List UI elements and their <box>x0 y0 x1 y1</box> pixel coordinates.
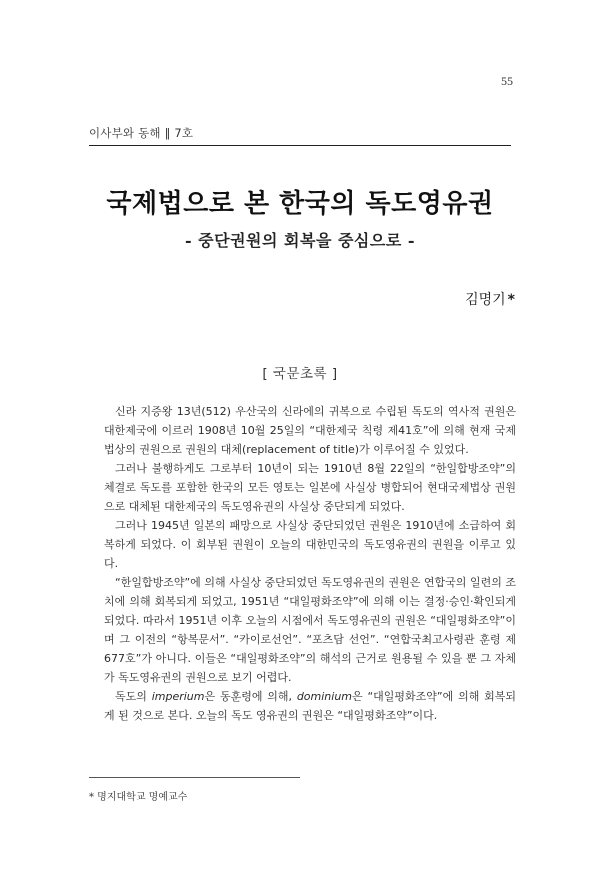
abstract-paragraph: 신라 지증왕 13년(512) 우산국의 신라에의 귀복으로 수립된 독도의 역사적 권원은 대한제국에 이르러 1908년 10월 25일의 “대한제국 칙령 제41호”에 의해 현재 국제법상의 권원으로 권원의 대체(replacement of title)가 이루어질 수 있었다. <box>104 405 516 456</box>
term-dominium: dominium <box>296 690 353 703</box>
abstract-paragraph: 그러나 불행하게도 그로부터 10년이 되는 1910년 8월 22일의 “한일합방조약”의 체결로 독도를 포함한 한국의 모든 영토는 일본에 사실상 병합되어 현대국제법상 권원으로 대체된 대한제국의 독도영유권의 사실상 중단되게 되었다. <box>104 462 516 513</box>
abstract-paragraph-last <box>104 687 516 725</box>
footnote-rule <box>89 777 300 778</box>
last-paragraph-suffix: 은 “대일평화조약”에 의해 회복되게 된 것으로 본다. 오늘의 독도 영유권의 권원은 “대일평화조약”이다. <box>104 690 517 722</box>
author-line <box>465 289 515 309</box>
abstract-paragraph: “한일합방조약”에 의해 사실상 중단되었던 독도영유권의 권원은 연합국의 일련의 조치에 의해 회복되게 되었고, 1951년 “대일평화조약”에 의해 이는 결정·승인·확인되게 되었다. 따라서 1951년 이후 오늘의 시점에서 독도영유권의 권원은 “대일평화조약”이며 그 이전의 “항복문서”. “카이로선언”. “포츠담 선언”. “연합국최고사령관 훈령 제677호”가 아니다. 이들은 “대일평화조약”의 해석의 근거로 원용될 수 있을 뿐 그 자체가 독도영유권의 권원으로 보기 어렵다. <box>104 576 516 684</box>
abstract-body <box>104 402 516 725</box>
article-subtitle: - 중단권원의 회복을 중심으로 - <box>184 231 416 250</box>
term-imperium: imperium <box>151 690 205 703</box>
author-footnote-mark: * <box>507 292 515 308</box>
header-rule <box>89 145 511 146</box>
last-paragraph-prefix: 독도의 <box>115 690 152 703</box>
abstract-heading: [ 국문초록 ] <box>262 366 338 382</box>
abstract-paragraph: 그러나 1945년 일본의 패망으로 사실상 중단되었던 권원은 1910년에 소급하여 회복하게 되었다. 이 회부된 권원이 오늘의 대한민국의 독도영유권의 권원을 이루고 있다. <box>104 519 516 570</box>
last-paragraph-middle: 은 동훈령에 의해, <box>204 690 297 703</box>
article-title: 국제법으로 본 한국의 독도영유권 <box>106 189 494 219</box>
footnote: * 명지대학교 명예교수 <box>89 792 188 803</box>
running-head: 이사부와 동해 ‖ 7호 <box>89 126 194 140</box>
author-name: 김명기 <box>465 292 506 308</box>
page-number: 55 <box>501 74 513 88</box>
